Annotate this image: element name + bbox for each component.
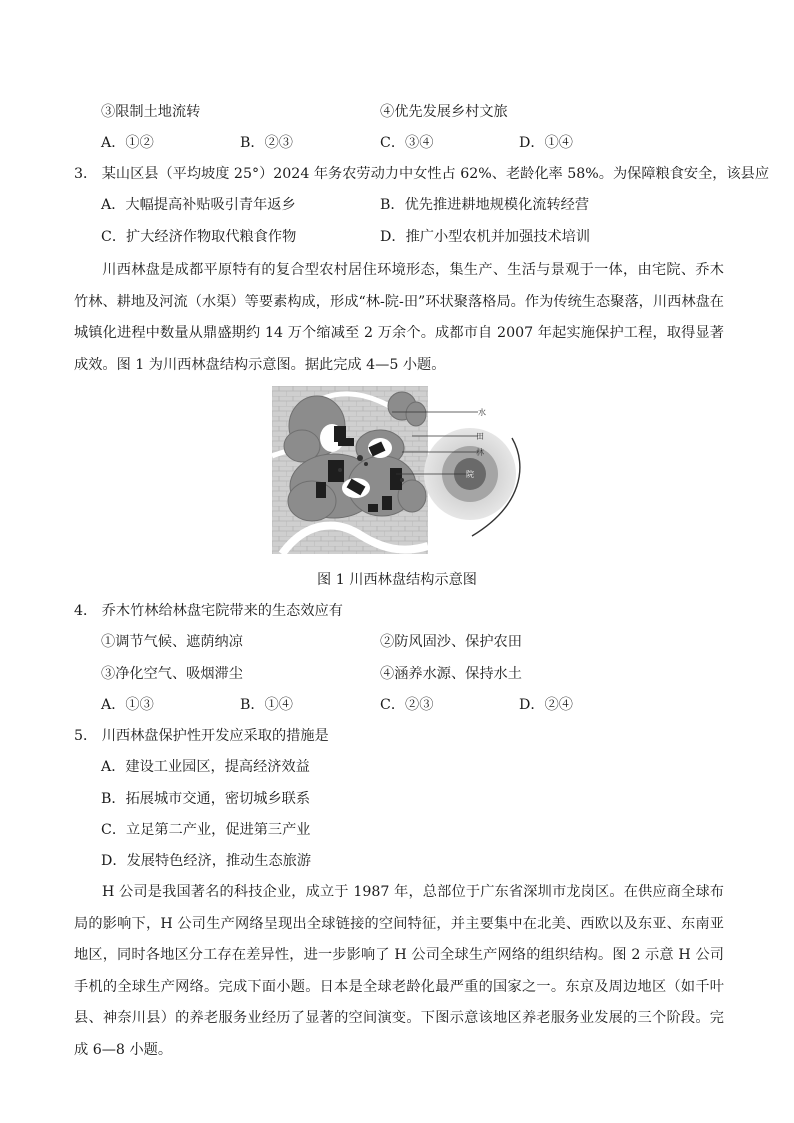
q3-option-c: C．扩大经济作物取代粮食作物 [101, 229, 297, 245]
q3-option-a: A．大幅提高补贴吸引青年返乡 [101, 197, 296, 213]
q4-option-d: D．②④ [519, 697, 573, 713]
q2-option-b: B．②③ [240, 135, 293, 151]
figure-caption: 图 1 川西林盘结构示意图 [317, 572, 477, 588]
q3-stem: 3． 某山区县（平均坡度 25°）2024 年务农劳动力中女性占 62%、老龄化率 58%。为保障粮食安全，该县应 [74, 166, 770, 182]
q2-item-4: ④优先发展乡村文旅 [380, 104, 508, 120]
figure-linpan-structure [272, 386, 524, 554]
label-forest: 林 [476, 448, 484, 457]
passage-linpan [74, 255, 724, 381]
q3-option-d: D．推广小型农机并加强技术培训 [380, 229, 591, 245]
q2-option-d: D．①④ [519, 135, 573, 151]
q4-item-4: ④涵养水源、保持水土 [380, 666, 522, 682]
q5-stem: 5． 川西林盘保护性开发应采取的措施是 [74, 728, 329, 744]
passage-linpan-text: 川西林盘是成都平原特有的复合型农村居住环境形态，集生产、生活与景观于一体，由宅院、乔木竹林、耕地及河流（水渠）等要素构成，形成“林-院-田”环状聚落格局。作为传统生态聚落，川西林盘在城镇化进程中数量从鼎盛期约 14 万个缩减至 2 万余个。成都市自 2007 年起实施保护工程，取得显著成效。图 1 为川西林盘结构示意图。据此完成 4—5 小题。 [74, 262, 724, 373]
label-water: 水 [478, 408, 486, 417]
q2-option-a: A．①② [101, 135, 154, 151]
label-yard: 院 [466, 470, 474, 479]
q4-option-a: A．①③ [101, 697, 154, 713]
passage-h-company [74, 877, 724, 1067]
q5-option-c: C．立足第二产业，促进第三产业 [101, 822, 311, 838]
q3-option-b: B．优先推进耕地规模化流转经营 [380, 197, 590, 213]
q4-item-3: ③净化空气、吸烟滞尘 [101, 666, 243, 682]
q5-option-b: B．拓展城市交通，密切城乡联系 [101, 791, 311, 807]
q2-item-3: ③限制土地流转 [101, 104, 201, 120]
linpan-diagram [272, 386, 524, 554]
q2-option-c: C．③④ [380, 135, 434, 151]
q4-item-2: ②防风固沙、保护农田 [380, 634, 522, 650]
q5-option-a: A．建设工业园区，提高经济效益 [101, 759, 310, 775]
label-field: 田 [476, 432, 484, 441]
q5-option-d: D．发展特色经济，推动生态旅游 [101, 853, 312, 869]
q4-item-1: ①调节气候、遮荫纳凉 [101, 634, 243, 650]
q4-stem: 4． 乔木竹林给林盘宅院带来的生态效应有 [74, 603, 343, 619]
passage-h-company-text: H 公司是我国著名的科技企业，成立于 1987 年，总部位于广东省深圳市龙岗区。在供应商全球布局的影响下，H 公司生产网络呈现出全球链接的空间特征，并主要集中在北美、西欧以及东亚、东南亚地区，同时各地区分工存在差异性，进一步影响了 H 公司全球生产网络的组织结构。图 2 示意 H 公司手机的全球生产网络。完成下面小题。日本是全球老龄化最严重的国家之一。东京及周边地区（如千叶县、神奈川县）的养老服务业经历了显著的空间演变。下图示意该地区养老服务业发展的三个阶段。完成 6—8 小题。 [74, 884, 724, 1058]
q4-option-b: B．①④ [240, 697, 293, 713]
q4-option-c: C．②③ [380, 697, 434, 713]
